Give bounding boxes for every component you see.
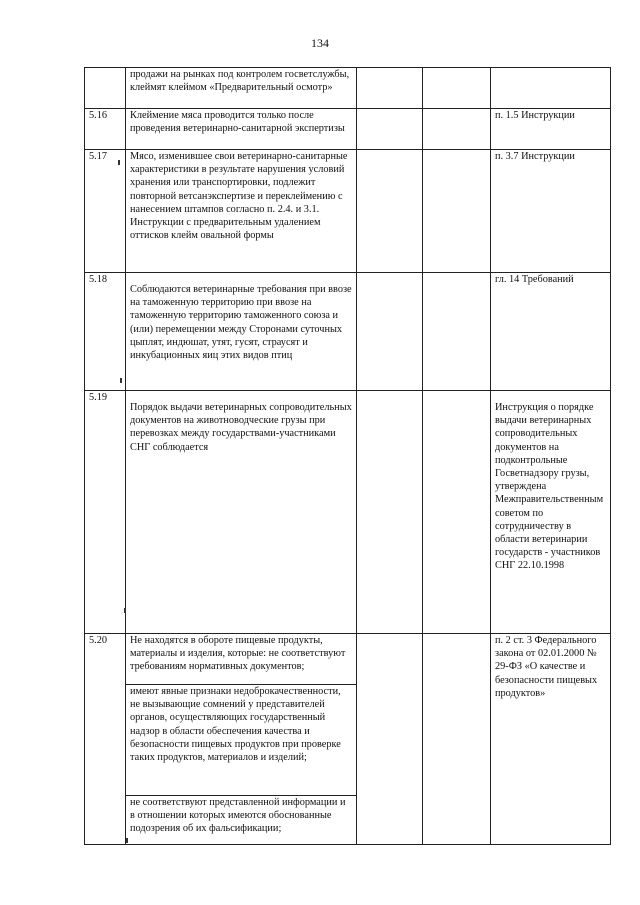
table-row <box>85 68 611 109</box>
requirement-text: продажи на рынках под контролем госветслужбы, клеймят клеймом «Предварительный осмотр» <box>130 69 350 94</box>
item-number: 5.16 <box>85 109 126 150</box>
table-row <box>85 109 611 150</box>
item-number <box>85 68 126 109</box>
answer-cell <box>423 634 491 845</box>
requirement-text: имеют явные признаки недоброкачественности, не вызывающие сомнений у представителей органов, осуществляющих государственный надзор в области обеспечения качества и безопасности пищевых продуктов при проверке таких продуктов, материалов и изделий; <box>130 686 341 764</box>
answer-cell <box>423 391 491 634</box>
item-number: 5.17 <box>85 150 126 273</box>
reference-text: гл. 14 Требований <box>495 274 574 285</box>
table-row <box>85 150 611 273</box>
answer-cell <box>357 634 423 845</box>
scan-mark <box>124 608 126 613</box>
answer-cell <box>423 109 491 150</box>
table-row <box>85 634 611 685</box>
page-number: 134 <box>311 36 329 50</box>
answer-cell <box>357 273 423 391</box>
item-number: 5.20 <box>85 634 126 845</box>
requirement-text: Клеймение мяса проводится только после проведения ветеринарно-санитарной экспертизы <box>130 110 345 135</box>
reference-text: п. 3.7 Инструкции <box>495 151 575 162</box>
answer-cell <box>357 109 423 150</box>
scan-mark <box>120 378 122 383</box>
requirement-text: Соблюдаются ветеринарные требования при ввозе на таможенную территорию при ввозе на таможенную территорию таможенного союза и (или) перемещении между Сторонами суточных цыплят, индюшат, утят, гусят, страусят и инкубационных яиц этих видов птиц <box>130 284 352 362</box>
reference-text: п. 1.5 Инструкции <box>495 110 575 121</box>
scan-mark <box>118 160 120 165</box>
reference-text: Инструкция о порядке выдачи ветеринарных сопроводительных документов на подконтрольные Госветнадзору грузы, утверждена Межправительственным советом по сотрудничеству в области ветеринарии государств - участников СНГ 22.10.1998 <box>495 402 604 572</box>
item-number: 5.19 <box>85 391 126 634</box>
table-row <box>85 391 611 634</box>
requirement-text: Не находятся в обороте пищевые продукты, материалы и изделия, которые: не соответствуют требованиям нормативных документов; <box>130 635 346 673</box>
item-number: 5.18 <box>85 273 126 391</box>
answer-cell <box>357 150 423 273</box>
reference-text: п. 2 ст. 3 Федерального закона от 02.01.2000 № 29-ФЗ «О качестве и безопасности пищевых продуктов» <box>495 635 598 699</box>
answer-cell <box>357 68 423 109</box>
answer-cell <box>423 273 491 391</box>
answer-cell <box>423 68 491 109</box>
checklist-table <box>84 67 611 845</box>
requirement-text: Мясо, изменившее свои ветеринарно-санитарные характеристики в результате нарушения условий хранения или транспортировки, подлежит повторной ветсанэкспертизе и переклеймению с нанесением штампов согласно п. 2.4. и 3.1. Инструкции с предварительным удалением оттисков клейм овальной формы <box>130 151 348 242</box>
scan-mark <box>126 838 128 843</box>
answer-cell <box>423 150 491 273</box>
requirement-text: не соответствуют представленной информации и в отношении которых имеются обоснованные подозрения об их фальсификации; <box>130 797 346 835</box>
table-row <box>85 273 611 391</box>
answer-cell <box>357 391 423 634</box>
requirement-text: Порядок выдачи ветеринарных сопроводительных документов на животноводческие грузы при перевозках между государствами-участниками СНГ соблюдается <box>130 402 352 453</box>
